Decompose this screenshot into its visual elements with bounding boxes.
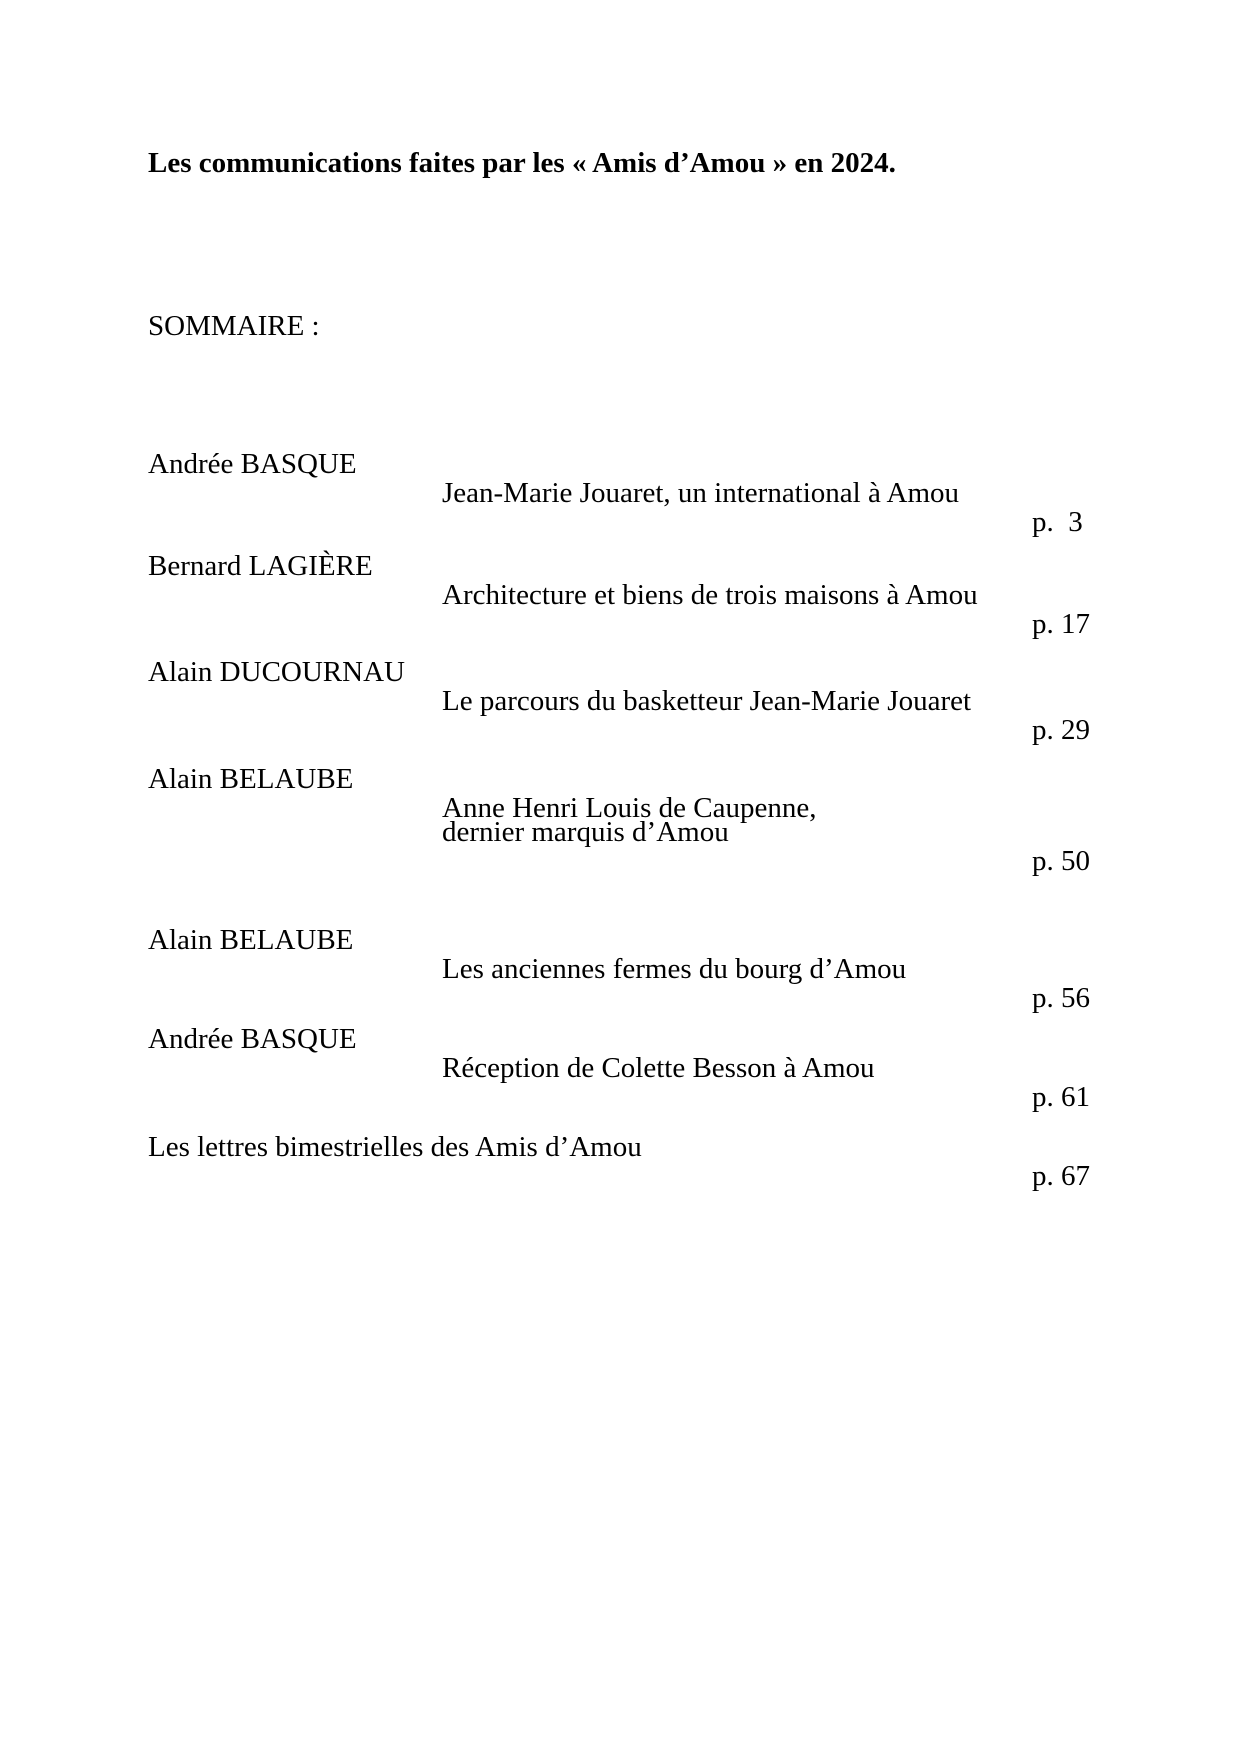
toc-entry-page: p. 56 — [1032, 982, 1090, 1014]
toc-entry-author: Bernard LAGIÈRE — [148, 550, 373, 582]
document-title: Les communications faites par les « Amis d’Amou » en 2024. — [148, 147, 896, 179]
toc-entry-continuation — [0, 789, 1241, 905]
toc-entry-title: Jean-Marie Jouaret, un international à Amou — [442, 477, 960, 509]
toc-entry-author: Andrée BASQUE — [148, 448, 357, 480]
toc-entry-title: Les lettres bimestrielles des Amis d’Amou — [148, 1131, 642, 1163]
toc-entry-author: Andrée BASQUE — [148, 1023, 357, 1055]
toc-entry — [0, 1104, 1241, 1220]
toc-entry-author: Alain DUCOURNAU — [148, 656, 405, 688]
toc-entry-page: p. 17 — [1032, 608, 1090, 640]
toc-entry-page: p. 50 — [1032, 845, 1090, 877]
toc-entry-author: Alain BELAUBE — [148, 763, 354, 795]
toc-entry-title: Réception de Colette Besson à Amou — [442, 1052, 875, 1084]
toc-entry-title: Le parcours du basketteur Jean-Marie Jouaret — [442, 685, 972, 717]
toc-entry-page: p. 29 — [1032, 714, 1090, 746]
toc-entry-page: p. 3 — [1032, 506, 1083, 538]
toc-entry-page: p. 61 — [1032, 1081, 1090, 1113]
sommaire-heading: SOMMAIRE : — [148, 310, 320, 342]
toc-entry-title: Architecture et biens de trois maisons à Amou — [442, 579, 978, 611]
toc-entry-title-line2: dernier marquis d’Amou — [442, 816, 729, 848]
toc-entry-author: Alain BELAUBE — [148, 924, 354, 956]
toc-entry-title: Les anciennes fermes du bourg d’Amou — [442, 953, 907, 985]
toc-entry-title: Anne Henri Louis de Caupenne, — [442, 792, 817, 824]
toc-entry-page: p. 67 — [1032, 1160, 1090, 1192]
